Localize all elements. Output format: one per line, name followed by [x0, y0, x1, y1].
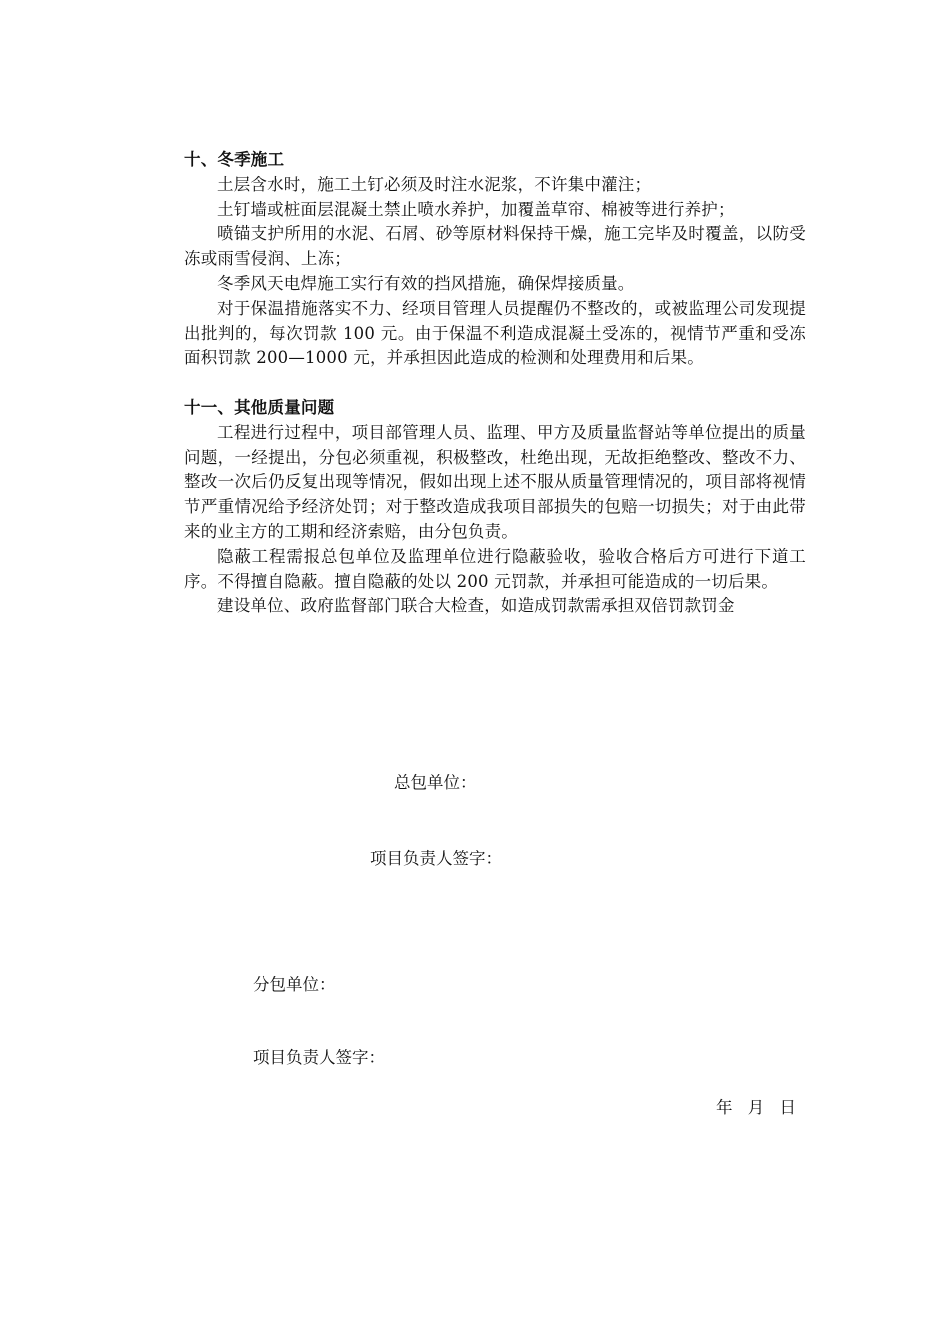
paragraph: 喷锚支护所用的水泥、石屑、砂等原材料保持干燥，施工完毕及时覆盖，以防受冻或雨雪侵润、上冻；	[184, 224, 806, 269]
paragraph: 冬季风天电焊施工实行有效的挡风措施，确保焊接质量。	[217, 273, 635, 293]
section-heading-other-quality-issues: 十一、其他质量问题	[184, 397, 335, 417]
paragraph: 对于保温措施落实不力、经项目管理人员提醒仍不整改的，或被监理公司发现提出批判的，每次罚款 100 元。由于保温不利造成混凝土受冻的，视情节严重和受冻面积罚款 200—1000 元，并承担因此造成的检测和处理费用和后果。	[184, 298, 806, 368]
date-label: 年 月 日	[716, 1098, 796, 1117]
paragraph: 建设单位、政府监督部门联合大检查，如造成罚款需承担双倍罚款罚金	[217, 596, 735, 616]
document-body	[184, 148, 806, 619]
paragraph: 隐蔽工程需报总包单位及监理单位进行隐蔽验收，验收合格后方可进行下道工序。不得擅自隐蔽。擅自隐蔽的处以 200 元罚款，并承担可能造成的一切后果。	[184, 546, 806, 591]
section-spacer	[184, 371, 806, 396]
paragraph: 工程进行过程中，项目部管理人员、监理、甲方及质量监督站等单位提出的质量问题，一经提出，分包必须重视，积极整改，杜绝出现，无故拒绝整改、整改不力、整改一次后仍反复出现等情况，假如出现上述不服从质量管理情况的，项目部将视情节严重情况给予经济处罚；对于整改造成我项目部损失的包赔一切损失；对于由此带来的业主方的工期和经济索赔，由分包负责。	[184, 422, 806, 541]
subcontractor-label: 分包单位：	[253, 975, 336, 994]
main-contractor-sign-label: 项目负责人签字：	[370, 849, 502, 868]
main-contractor-label: 总包单位：	[394, 773, 477, 792]
paragraph: 土钉墙或桩面层混凝土禁止喷水养护，加覆盖草帘、棉被等进行养护；	[217, 199, 735, 219]
subcontractor-sign-label: 项目负责人签字：	[253, 1048, 385, 1067]
paragraph: 土层含水时，施工土钉必须及时注水泥浆，不许集中灌注；	[217, 174, 652, 194]
section-heading-winter-construction: 十、冬季施工	[184, 150, 285, 169]
